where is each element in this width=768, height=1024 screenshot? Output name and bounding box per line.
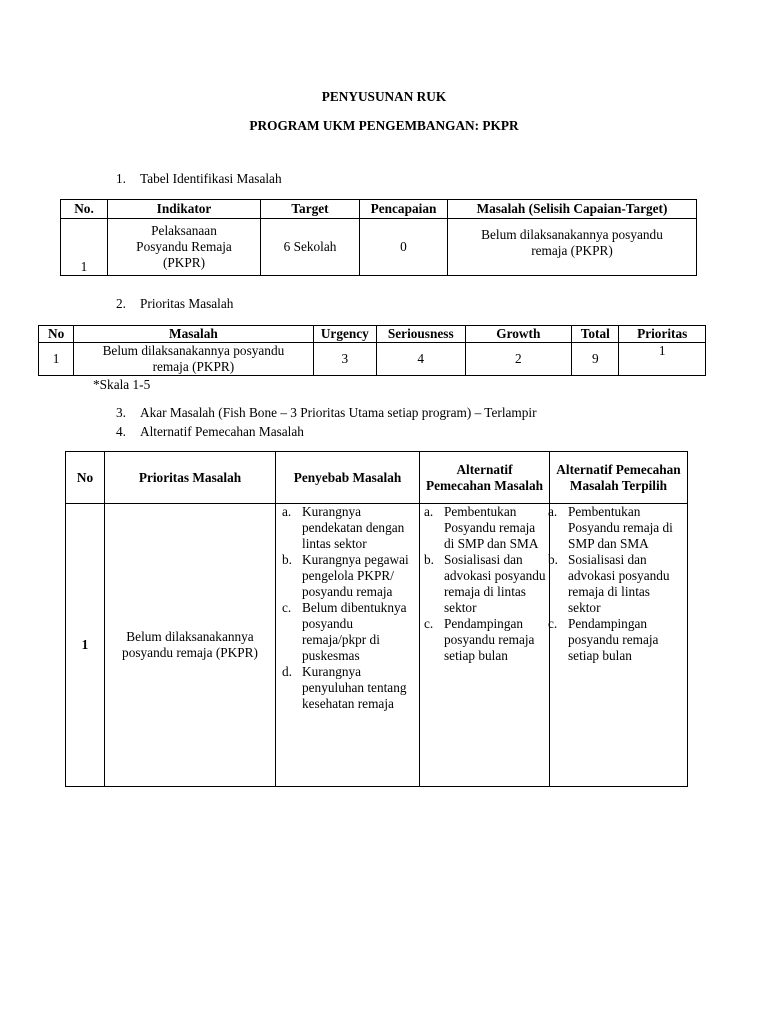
- identification-table: [60, 199, 697, 276]
- cell-prioritas-masalah: Belum dilaksanakannya posyandu remaja (PKPR): [105, 504, 276, 787]
- section-label: Alternatif Pemecahan Masalah: [140, 424, 304, 439]
- cell-prioritas: 1: [619, 343, 706, 376]
- cell-urgency: 3: [313, 343, 376, 376]
- section-label: Prioritas Masalah: [140, 296, 234, 311]
- section-number: 3.: [116, 405, 126, 420]
- header-cell: Prioritas: [619, 326, 706, 343]
- cell-alternatif-terpilih: [550, 504, 688, 787]
- cell-masalah: Belum dilaksanakannya posyandu remaja (PKPR): [448, 219, 697, 276]
- header-cell: Urgency: [313, 326, 376, 343]
- header-cell: Growth: [465, 326, 572, 343]
- header-cell: Alternatif Pemecahan Masalah: [420, 452, 550, 504]
- cell-no: 1: [66, 504, 105, 787]
- selected-alternative-list: [550, 504, 683, 664]
- list-item: c. Belum dibentuknya posyandu remaja/pkpr di puskesmas: [282, 600, 407, 663]
- list-item: a. Pembentukan Posyandu remaja di SMP dan SMA: [548, 504, 673, 551]
- cell-indikator: Pelaksanaan Posyandu Remaja (PKPR): [108, 219, 261, 276]
- section-label: Akar Masalah (Fish Bone – 3 Prioritas Utama setiap program) – Terlampir: [140, 405, 537, 420]
- section-label: Tabel Identifikasi Masalah: [140, 171, 282, 186]
- cell-seriousness: 4: [377, 343, 466, 376]
- header-cell: Seriousness: [377, 326, 466, 343]
- cell-penyebab-masalah: [276, 504, 420, 787]
- priority-table: [38, 325, 706, 376]
- section-number: 2.: [116, 296, 126, 311]
- cell-no: 1: [61, 219, 108, 276]
- table-row: [39, 343, 706, 376]
- header-cell: Pencapaian: [360, 200, 448, 219]
- cause-list: [278, 504, 415, 712]
- list-item: b. Sosialisasi dan advokasi posyandu remaja di lintas sektor: [548, 552, 670, 615]
- header-cell: Target: [261, 200, 360, 219]
- header-cell: Prioritas Masalah: [105, 452, 276, 504]
- cell-target: 6 Sekolah: [261, 219, 360, 276]
- list-item: a. Pembentukan Posyandu remaja di SMP dan SMA: [424, 504, 539, 551]
- list-item: d. Kurangnya penyuluhan tentang kesehatan remaja: [282, 664, 407, 711]
- table-header-row: [61, 200, 697, 219]
- table-row: [61, 219, 697, 276]
- header-cell: Masalah: [74, 326, 313, 343]
- header-cell: No: [39, 326, 74, 343]
- scale-note: *Skala 1-5: [93, 377, 151, 392]
- cell-pencapaian: 0: [360, 219, 448, 276]
- list-item: b. Kurangnya pegawai pengelola PKPR/ posyandu remaja: [282, 552, 409, 599]
- table-header-row: [39, 326, 706, 343]
- list-item: c. Pendampingan posyandu remaja setiap bulan: [548, 616, 659, 663]
- cell-alternatif-pemecahan: [420, 504, 550, 787]
- header-cell: Penyebab Masalah: [276, 452, 420, 504]
- doc-title: PENYUSUNAN RUK: [321, 89, 447, 104]
- alternative-list: [420, 504, 547, 664]
- header-cell: Masalah (Selisih Capaian-Target): [448, 200, 697, 219]
- section-number: 1.: [116, 171, 126, 186]
- cell-no: 1: [39, 343, 74, 376]
- table-row: [66, 504, 688, 787]
- cell-masalah: Belum dilaksanakannya posyandu remaja (PKPR): [74, 343, 313, 376]
- cell-growth: 2: [465, 343, 572, 376]
- header-cell: No: [66, 452, 105, 504]
- section-number: 4.: [116, 424, 126, 439]
- cell-total: 9: [572, 343, 619, 376]
- table-header-row: [66, 452, 688, 504]
- list-item: a. Kurangnya pendekatan dengan lintas sektor: [282, 504, 405, 551]
- list-item: c. Pendampingan posyandu remaja setiap bulan: [424, 616, 535, 663]
- doc-subtitle: PROGRAM UKM PENGEMBANGAN: PKPR: [249, 118, 519, 133]
- header-cell: Total: [572, 326, 619, 343]
- header-cell: Indikator: [108, 200, 261, 219]
- list-item: b. Sosialisasi dan advokasi posyandu remaja di lintas sektor: [424, 552, 546, 615]
- header-cell: Alternatif Pemecahan Masalah Terpilih: [550, 452, 688, 504]
- header-cell: No.: [61, 200, 108, 219]
- alternative-solution-table: [65, 451, 688, 787]
